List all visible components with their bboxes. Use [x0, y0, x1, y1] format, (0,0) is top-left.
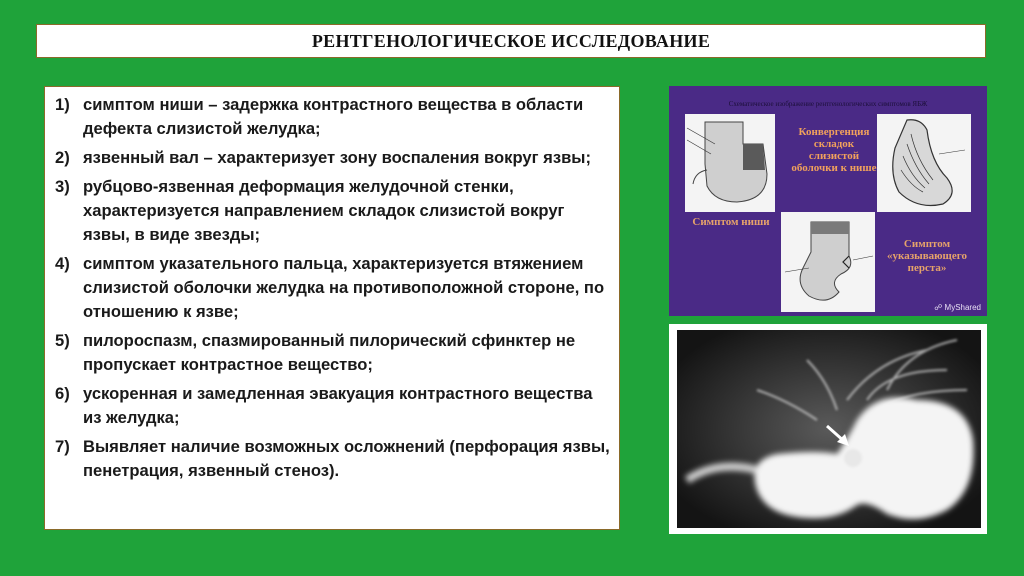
myshared-watermark: ☍ MyShared [934, 303, 981, 312]
slide-title: РЕНТГЕНОЛОГИЧЕСКОЕ ИССЛЕДОВАНИЕ [311, 30, 711, 51]
list-item: 3) рубцово-язвенная деформация желудочной стенки, характеризуется направлением складок слизистой вокруг язвы, в виде звезды; [55, 177, 565, 244]
slide-title-box [36, 24, 986, 58]
list-item: 5) пилороспазм, спазмированный пилорический сфинктер не пропускает контрастное вещество; [55, 331, 576, 374]
scheme-caption: Схематическое изображение рентгенологических симптомов ЯБЖ [728, 100, 928, 108]
symptom-list [55, 93, 611, 483]
label-finger: Симптом «указывающего перста» [887, 238, 967, 274]
share-icon: ☍ [934, 303, 945, 312]
label-niche: Симптом ниши [692, 216, 770, 228]
list-item: 2) язвенный вал – характеризует зону воспаления вокруг язвы; [55, 148, 591, 167]
schematic-illustration [669, 86, 987, 316]
symptom-list-box [44, 86, 620, 530]
label-convergence: Конвергенция складок слизистой оболочки к нише [791, 126, 877, 174]
xray-image [677, 330, 981, 528]
list-item: 6) ускоренная и замедленная эвакуация контрастного вещества из желудка; [55, 384, 593, 427]
list-item: 1) симптом ниши – задержка контрастного вещества в области дефекта слизистой желудка; [55, 95, 584, 138]
list-item: 7) Выявляет наличие возможных осложнений (перфорация язвы, пенетрация, язвенный стеноз). [55, 437, 610, 480]
stomach-niche-drawing [685, 114, 775, 212]
xray-image-frame [669, 324, 987, 534]
stomach-convergence-drawing [877, 114, 971, 212]
list-item: 4) симптом указательного пальца, характеризуется втяжением слизистой оболочки желудка на противоположной стороне, по отношению к язве; [55, 254, 605, 321]
stomach-finger-drawing [781, 212, 875, 312]
